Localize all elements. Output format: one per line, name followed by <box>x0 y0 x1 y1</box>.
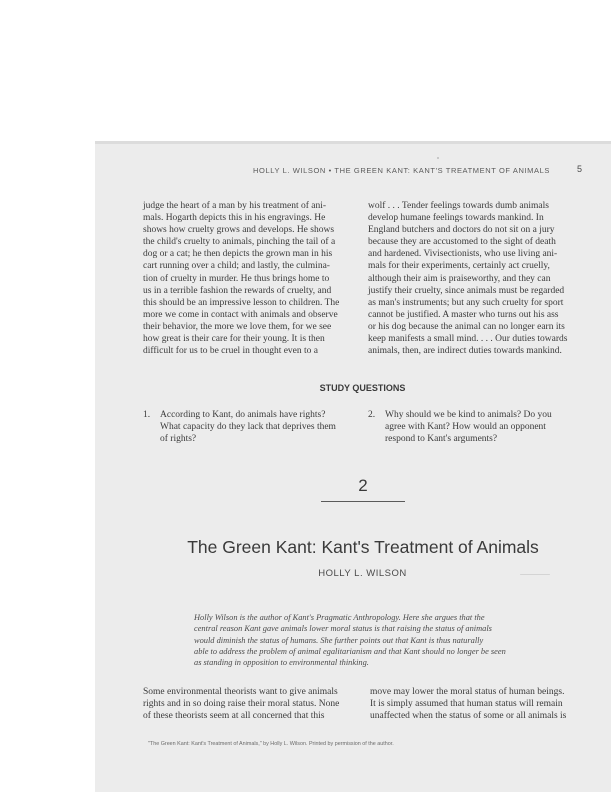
study-question <box>368 409 583 446</box>
page-number: 5 <box>577 164 583 174</box>
permission-footnote: "The Green Kant: Kant's Treatment of Animals," by Holly L. Wilson. Printed by permission of the author. <box>148 741 394 747</box>
body-column-right <box>370 686 583 722</box>
paragraph: wolf . . . Tender feelings towards dumb animals develop humane feelings towards mankind. In England butchers and doctors do not sit on a jury because they are accustomed to the sight of death and hardened. Vivisectionists, who use living ani- mals for their experiments, certainly act cruelly, although their aim is praiseworthy, and they can justify their cruelty, since animals must be regarded as man's instruments; but any such cruelty for sport cannot be justified. A master who turns out his ass or his dog because the animal can no longer earn its keep manifests a small mind. . . . Our duties towards animals, then, are indirect duties towards mankind. <box>368 201 568 357</box>
paragraph: judge the heart of a man by his treatment of ani- mals. Hogarth depicts this in his engravings. He shows how cruelty grows and develops. He shows the child's cruelty to animals, pinching the tail of a dog or a cat; he then depicts the grown man in his cart running over a child; and lastly, the culmina- tion of cruelty in murder. He thus brings home to us in a terrible fashion the rewards of cruelty, and this should be an impressive lesson to children. The more we come in contact with animals and observe their behavior, the more we love them, for we see how great is their care for their young. It is then difficult for us to be cruel in thought even to a <box>143 201 340 357</box>
text-column-left <box>143 200 354 357</box>
paragraph: Some environmental theorists want to give animals rights and in so doing raise their moral status. None of these theorists seem at all concerned that this <box>143 687 340 721</box>
scan-speck <box>437 157 439 159</box>
scan-speck <box>520 574 550 575</box>
chapter-divider <box>321 501 405 502</box>
body-column-left <box>143 686 356 722</box>
chapter-number: 2 <box>358 476 368 495</box>
question-text: Why should we be kind to animals? Do you agree with Kant? How would an opponent respond to Kant's arguments? <box>385 410 552 445</box>
text-column-right <box>368 200 583 357</box>
study-questions-heading: STUDY QUESTIONS <box>319 383 406 393</box>
study-question <box>143 409 358 446</box>
question-number: 1. <box>143 410 151 420</box>
paragraph: move may lower the moral status of human beings. It is simply assumed that human status will remain unaffected when the status of some or all animals is <box>370 687 567 721</box>
question-number: 2. <box>368 410 376 420</box>
chapter-author: HOLLY L. WILSON <box>318 568 407 579</box>
question-text: According to Kant, do animals have rights? What capacity do they lack that deprives them of rights? <box>160 410 336 445</box>
running-head: HOLLY L. WILSON • THE GREEN KANT: KANT'S TREATMENT OF ANIMALS <box>253 166 550 175</box>
chapter-abstract: Holly Wilson is the author of Kant's Pragmatic Anthropology. Here she argues that the central reason Kant gave animals lower moral status is that raising the status of animals would diminish the status of humans. She further points out that Kant is thus naturally able to address the problem of animal egalitarianism and that Kant should no longer be seen as standing in opposition to environmental thinking. <box>194 613 506 668</box>
chapter-title: The Green Kant: Kant's Treatment of Animals <box>187 537 539 557</box>
